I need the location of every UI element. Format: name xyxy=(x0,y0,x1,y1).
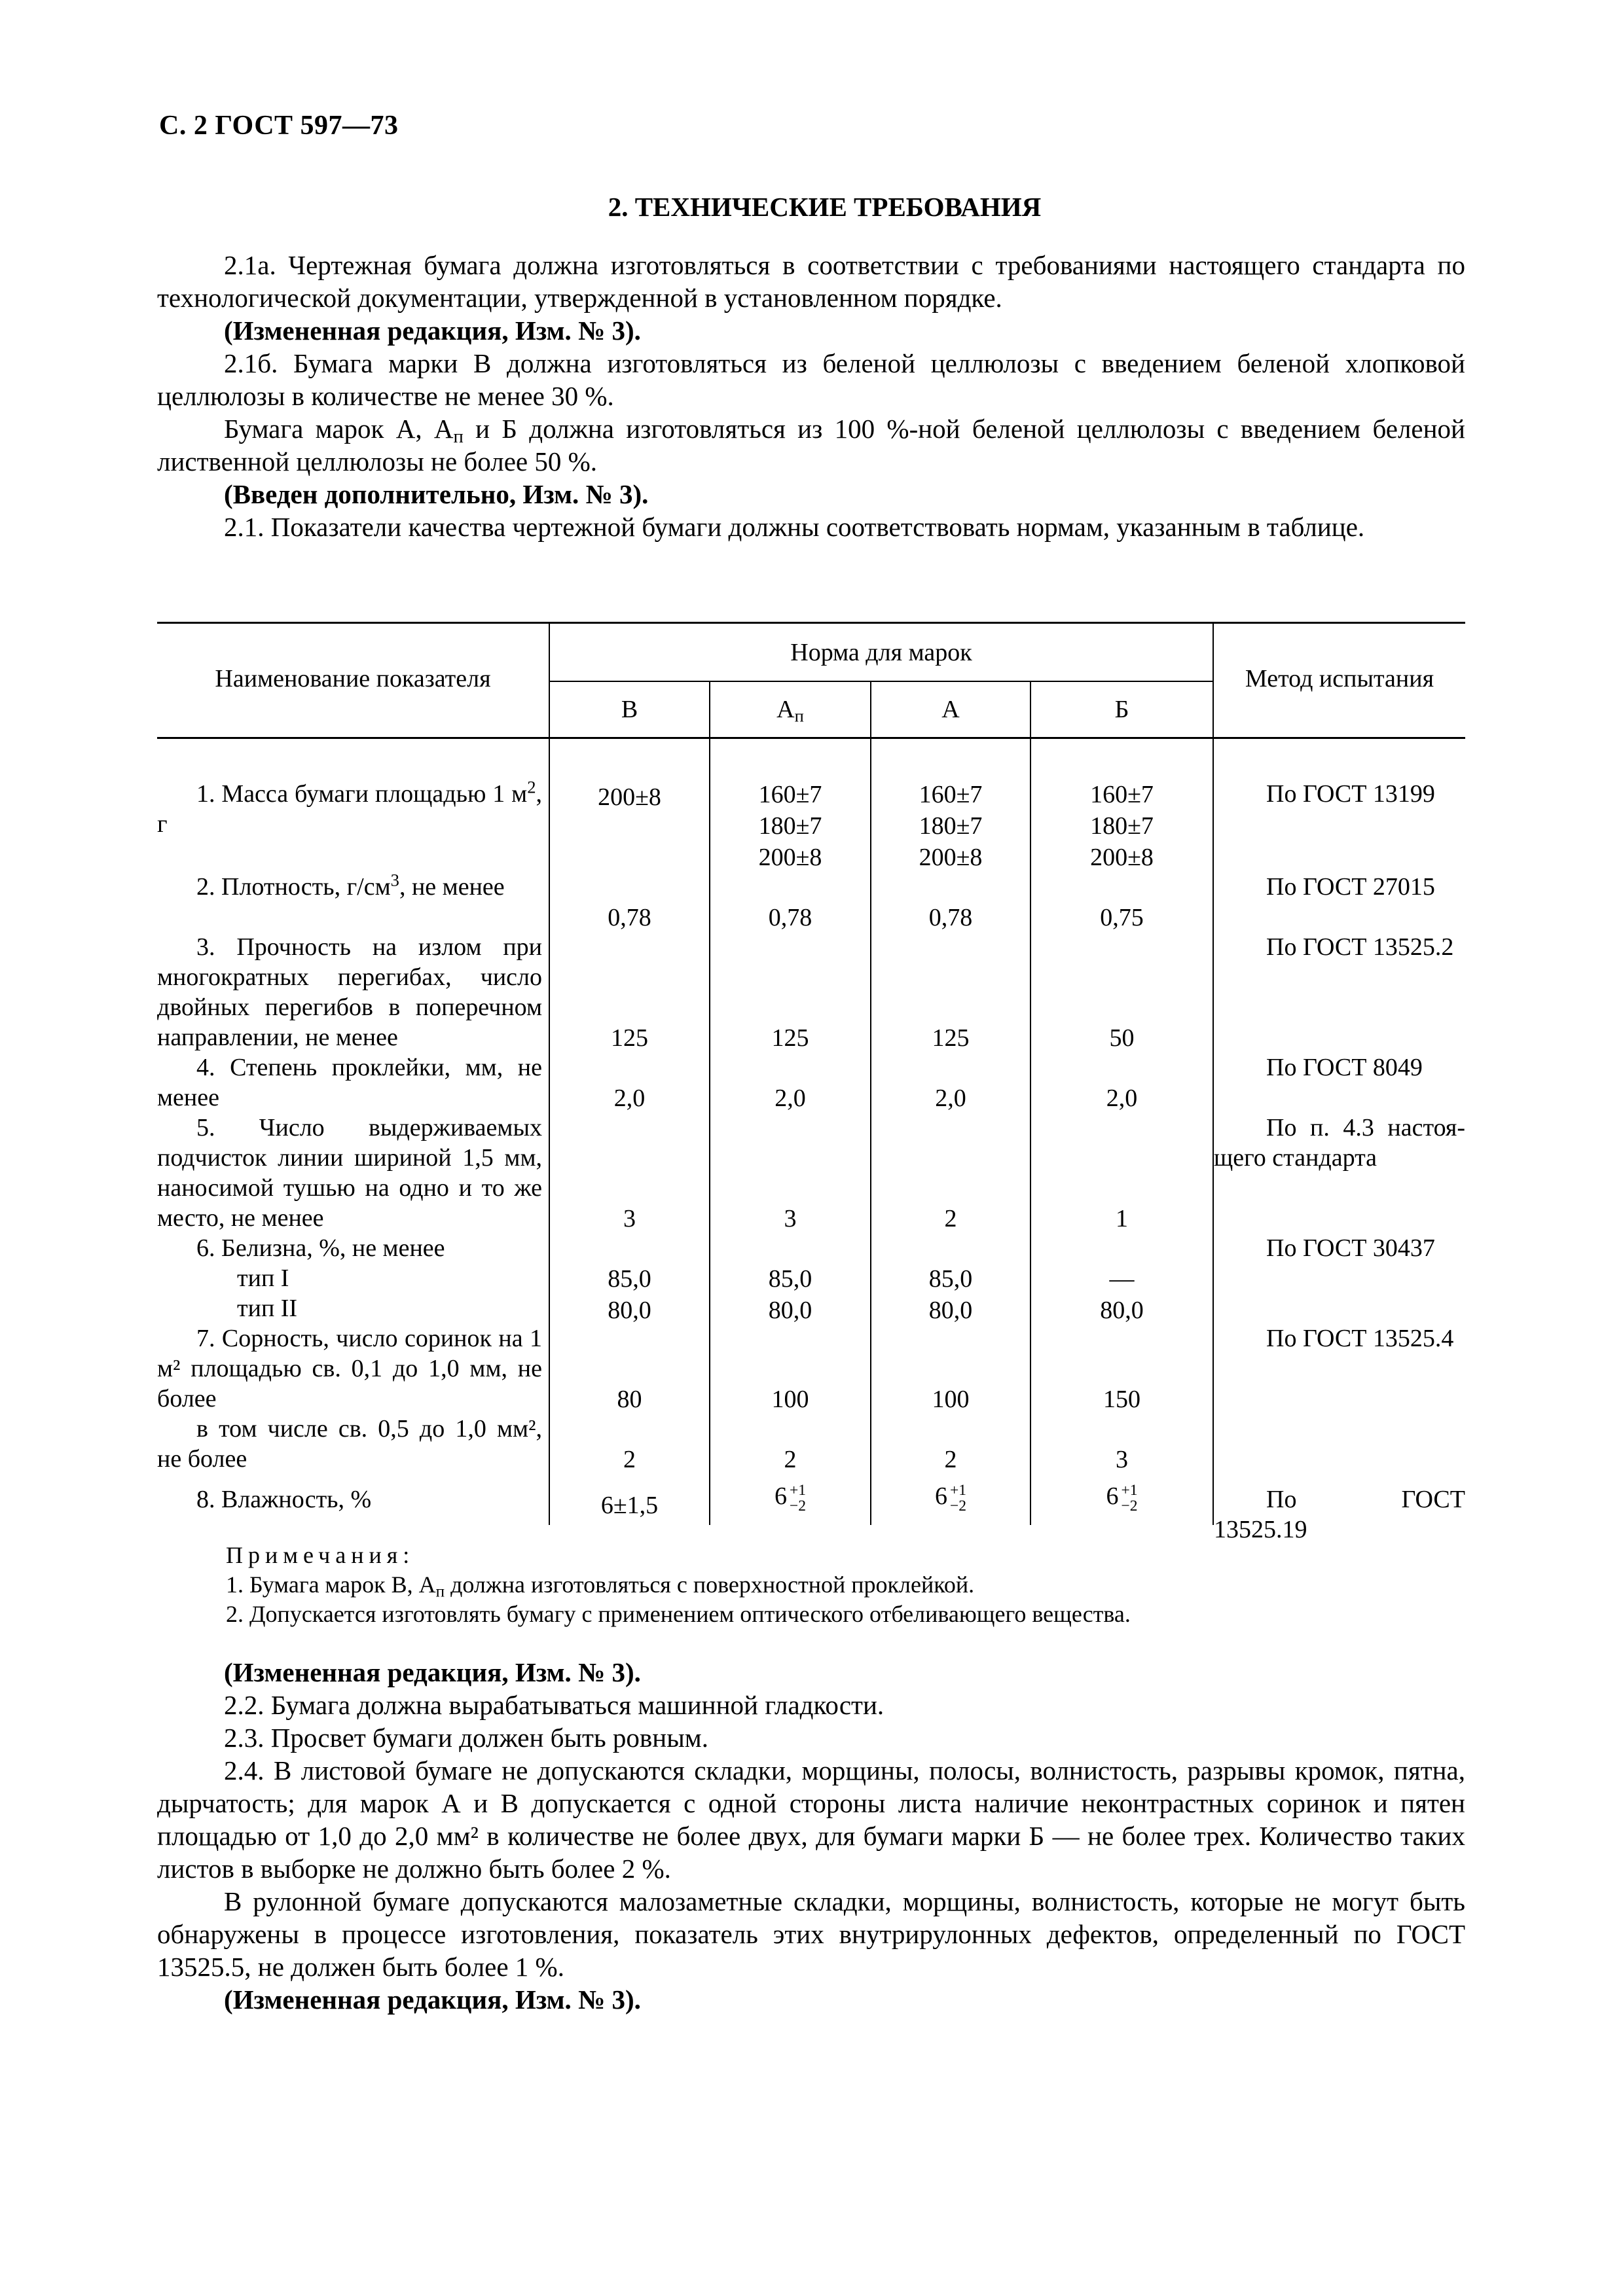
table-cell: 100 xyxy=(932,1386,970,1413)
grade-header: А xyxy=(941,696,960,723)
paragraph-2-3: 2.3. Просвет бумаги должен быть ровным. xyxy=(224,1723,708,1753)
section-title: 2. ТЕХНИЧЕСКИЕ ТРЕБОВАНИЯ xyxy=(608,192,1042,222)
header-indicator: Наименование показателя xyxy=(215,665,491,692)
page-header: С. 2 ГОСТ 597—73 xyxy=(159,111,399,141)
revision-note: (Измененная редакция, Изм. № 3). xyxy=(224,1984,641,2015)
table-cell: 2,0 xyxy=(935,1085,966,1112)
table-cell: 2,0 xyxy=(775,1085,806,1112)
table-cell: 125 xyxy=(771,1024,809,1052)
closing-text xyxy=(157,1656,1465,2016)
table-header-rule xyxy=(157,737,1465,739)
note-2: 2. Допускается изготовлять бумагу с применением оптического отбеливающего вещества. xyxy=(226,1601,1131,1627)
paragraph-2-1b: 2.1б. Бумага марки В должна изготовляться из беленой целлюлозы с введением беленой хлопковой целлюлозы в количестве не менее 30 %. xyxy=(157,348,1465,411)
quality-table xyxy=(157,622,1465,1543)
table-cell: 150 xyxy=(1103,1386,1140,1413)
row-name: 7. Сорность, число соринок на 1 м² площадью св. 0,1 до 1,0 мм, не более xyxy=(157,1325,542,1412)
revision-note: (Измененная редакция, Изм. № 3). xyxy=(224,1657,641,1687)
method-cell: По п. 4.3 настоящего стандарта xyxy=(1214,1114,1465,1172)
table-cell: 160±7 180±7 200±8 xyxy=(758,781,822,871)
paragraph-2-1a: 2.1а. Чертежная бумага должна изготовляться в соответствии с требованиями настоящего стандарта по технологической документации, утвержденной в установленном порядке. xyxy=(157,250,1465,313)
table-cell: 125 xyxy=(611,1024,648,1052)
table-cell: 125 xyxy=(932,1024,970,1052)
row-name: 2. Плотность, $г/см^3$, не менее xyxy=(196,870,505,901)
table-notes xyxy=(226,1541,1131,1629)
row-name: 6. Белизна, %, не менее xyxy=(196,1234,445,1262)
row-name: 5. Число выдерживаемых подчисток линии шириной 1,5 мм, наносимой тушью на одно и то же место, не менее xyxy=(157,1114,542,1232)
table-cell: 2 xyxy=(944,1446,957,1473)
paragraph-2-1: 2.1. Показатели качества чертежной бумаги должны соответствовать нормам, указанным в таблице. xyxy=(224,512,1365,542)
grade-header: В xyxy=(621,696,638,723)
table-cell: 0,78 xyxy=(928,904,973,931)
table-cell: 3 xyxy=(784,1205,797,1232)
table-cell: 85,0 80,0 xyxy=(608,1265,651,1324)
row-name: 3. Прочность на излом при многократных перегибах, число двойных перегибов в поперечном направлении, не менее xyxy=(157,933,542,1051)
table-cell: 6 +1 −2 xyxy=(774,1481,807,1515)
table-top-rule xyxy=(157,622,1465,624)
table-cell: 6±1,5 xyxy=(600,1492,659,1519)
intro-text xyxy=(157,249,1465,543)
paragraph-2-1b-grades: Бумага марок А, $А_п$ и Б должна изготовляться из 100 %-ной беленой целлюлозы с введением беленой лиственной целлюлозы не более 50 %. xyxy=(157,414,1466,476)
table-cell: 200±8 xyxy=(598,783,661,811)
row-name: 1. Масса бумаги площадью 1 $м^2$, г xyxy=(157,777,542,838)
table-cell: 2,0 xyxy=(1106,1085,1138,1112)
table-cell: 0,75 xyxy=(1100,904,1144,931)
revision-note: (Измененная редакция, Изм. № 3). xyxy=(224,315,641,346)
table-cell: 100 xyxy=(771,1386,809,1413)
header-norm: Норма для марок xyxy=(790,639,972,666)
table-cell: 85,0 80,0 xyxy=(928,1265,973,1324)
method-cell: По ГОСТ 13525.4 xyxy=(1266,1325,1454,1352)
added-note: (Введен дополнительно, Изм. № 3). xyxy=(224,479,649,509)
method-cell: По ГОСТ 8049 xyxy=(1266,1054,1423,1081)
table-cell: 85,0 80,0 xyxy=(768,1265,812,1324)
note-1: 1. Бумага марок В, $А_п$ должна изготовляться с поверхностной проклейкой. xyxy=(226,1571,975,1601)
table-cell: 2,0 xyxy=(613,1085,646,1112)
table-cell: 6 +1 −2 xyxy=(1106,1481,1138,1515)
table-cell: — 80,0 xyxy=(1100,1265,1144,1324)
row-subname: тип II xyxy=(237,1295,298,1322)
row-subname: в том числе св. 0,5 до 1,0 мм², не более xyxy=(157,1415,542,1473)
method-cell: По ГОСТ 13199 xyxy=(1266,780,1435,808)
row-name: 4. Степень проклейки, мм, не менее xyxy=(157,1054,542,1111)
table-cell: 80 xyxy=(617,1386,642,1413)
paragraph-2-4: 2.4. В листовой бумаге не допускаются складки, морщины, полосы, волнистость, разрывы кромок, пятна, дырчатость; для марок А и В допускается с одной стороны листа наличие неконтрастных соринок и пятен площадью от 1,0 до 2,0 мм² в количестве не более двух, для бумаги марки Б — не более трех. Количество таких листов в выборке не должно быть более 2 %. xyxy=(157,1755,1465,1884)
method-cell: По ГОСТ 13525.19 xyxy=(1214,1486,1465,1543)
method-cell: По ГОСТ 30437 xyxy=(1266,1234,1435,1262)
paragraph-2-2: 2.2. Бумага должна вырабатываться машинной гладкости. xyxy=(224,1690,884,1720)
table-cell: 160±7 180±7 200±8 xyxy=(1090,781,1154,871)
method-cell: По ГОСТ 27015 xyxy=(1266,873,1435,901)
table-cell: 6 +1 −2 xyxy=(934,1481,967,1515)
table-cell: 2 xyxy=(784,1446,797,1473)
table-cell: 2 xyxy=(623,1446,636,1473)
table-cell: 3 xyxy=(623,1205,636,1232)
table-cell: 0,78 xyxy=(768,904,812,931)
row-subname: тип I xyxy=(237,1265,289,1292)
table-cell: 0,78 xyxy=(608,904,651,931)
paragraph-2-4-roll: В рулонной бумаге допускаются малозаметные складки, морщины, волнистость, которые не могут быть обнаружены в процессе изготовления, показатель этих внутрирулонных дефектов, определенный по ГОСТ 13525.5, не должен быть более 1 %. xyxy=(157,1886,1465,1982)
grade-header: Б xyxy=(1114,696,1129,723)
table-cell: 1 xyxy=(1116,1205,1128,1232)
grade-header: $А_п$ xyxy=(776,696,804,726)
method-cell: По ГОСТ 13525.2 xyxy=(1266,933,1454,961)
table-cell: 160±7 180±7 200±8 xyxy=(919,781,983,871)
header-method: Метод испытания xyxy=(1245,665,1434,692)
table-cell: 2 xyxy=(944,1205,957,1232)
table-cell: 50 xyxy=(1109,1024,1135,1052)
table-cell: 3 xyxy=(1116,1446,1128,1473)
notes-title: Примечания: xyxy=(226,1542,415,1568)
table-norm-rule xyxy=(549,681,1214,682)
row-name: 8. Влажность, % xyxy=(196,1486,372,1513)
